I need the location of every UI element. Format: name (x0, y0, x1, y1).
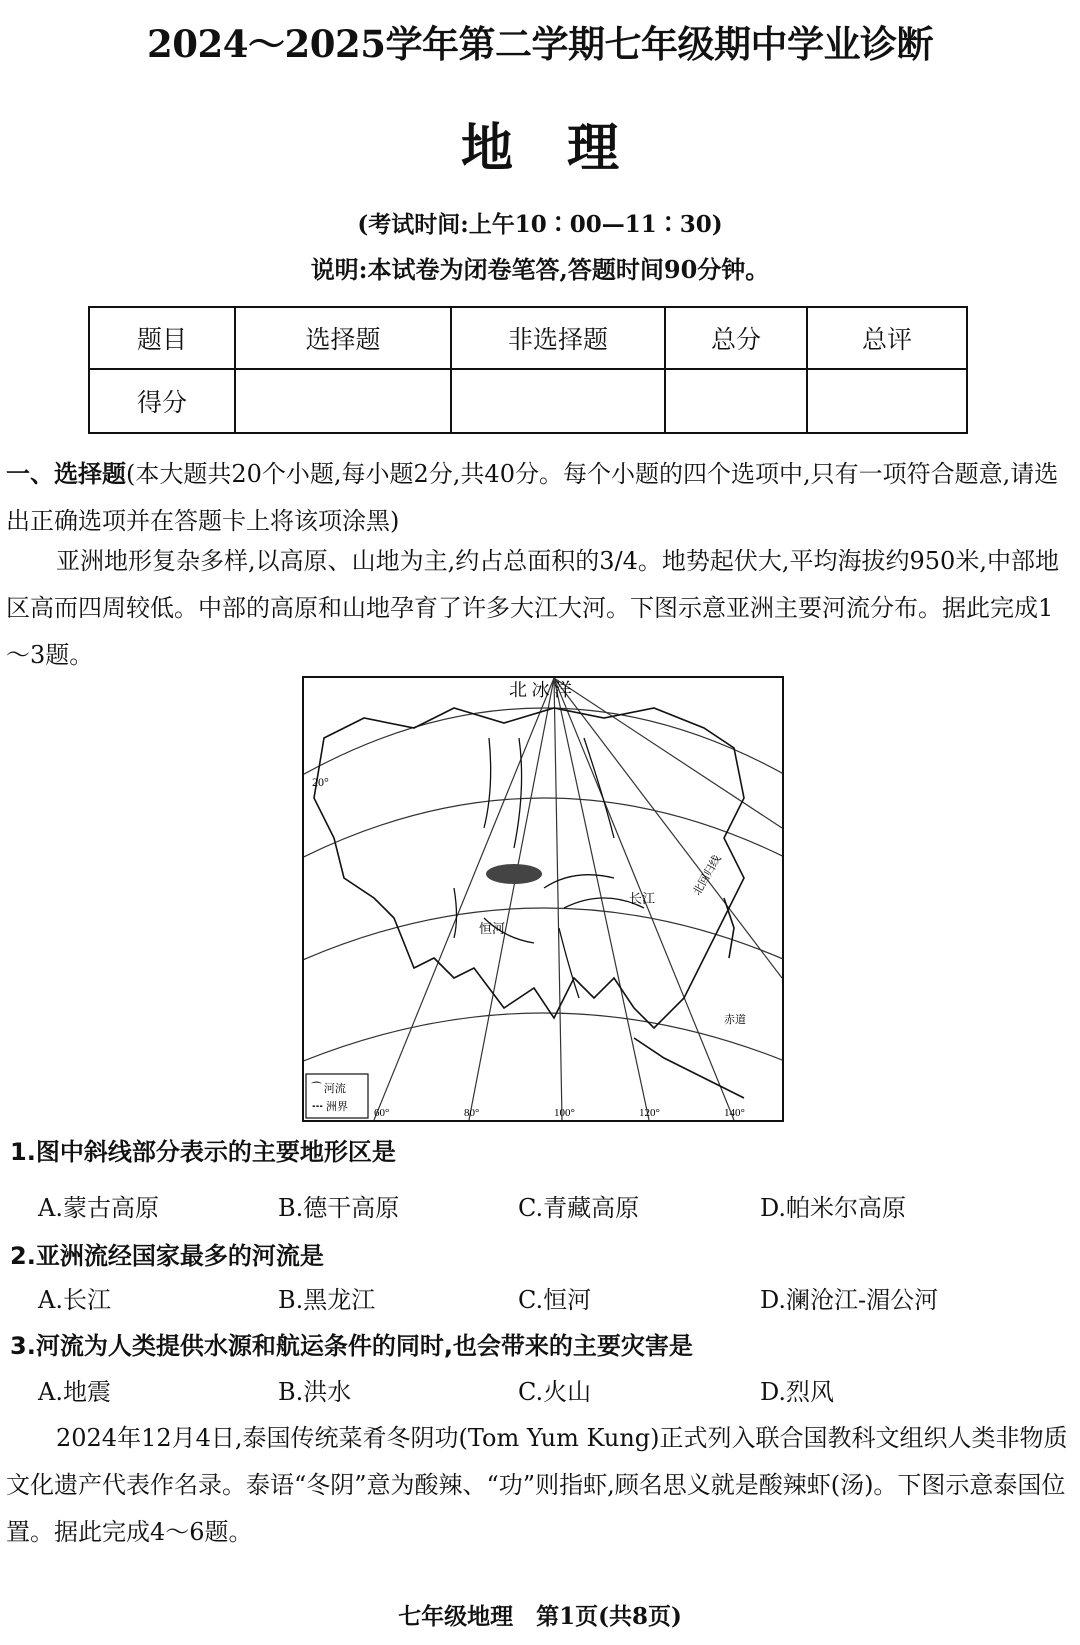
score-header-nonchoice: 非选择题 (451, 307, 665, 369)
meridian-80 (469, 678, 554, 1120)
score-cell-total[interactable] (665, 369, 807, 433)
q2-option-a[interactable]: A.长江 (38, 1286, 111, 1314)
meridian-160 (554, 678, 782, 978)
question-3-stem: 3.河流为人类提供水源和航运条件的同时,也会带来的主要灾害是 (10, 1332, 693, 1360)
score-table (88, 306, 968, 434)
subject-title: 地理 (460, 118, 673, 179)
river-1 (484, 738, 491, 828)
asia-river-map (302, 676, 784, 1122)
exam-title: 2024～2025学年第二学期七年级期中学业诊断 (147, 22, 933, 66)
score-header-review: 总评 (807, 307, 967, 369)
q3-option-a[interactable]: A.地震 (38, 1378, 111, 1406)
river-7 (454, 888, 457, 938)
lon-label-100: 100° (554, 1107, 575, 1119)
island-arc-1 (634, 1038, 744, 1098)
passage1: 亚洲地形复杂多样,以高原、山地为主,约占总面积的3/4。地势起伏大,平均海拔约950米,中部地区高而四周较低。中部的高原和山地孕育了许多大江大河。下图示意亚洲主要河流分布。据此完成1～3题。 (6, 547, 1059, 669)
lat-label-20: 20° (312, 775, 329, 789)
question-1-stem: 1.图中斜线部分表示的主要地形区是 (10, 1138, 396, 1166)
section1-title: 一、选择题 (6, 459, 126, 488)
score-cell-nonchoice[interactable] (451, 369, 665, 433)
legend-river: ⁀ 河流 (312, 1083, 346, 1095)
section1-header (6, 450, 1074, 545)
lon-label-140: 140° (724, 1107, 745, 1119)
q3-option-c[interactable]: C.火山 (518, 1378, 592, 1406)
exam-time: (考试时间:上午10∶00—11∶30) (357, 211, 723, 238)
q2-option-b[interactable]: B.黑龙江 (278, 1286, 376, 1314)
latitude-arc-1 (304, 708, 782, 798)
equator-label: 赤道 (724, 1014, 746, 1026)
ocean-label: 北 冰 洋 (509, 680, 572, 700)
river-2 (514, 738, 522, 848)
score-header-choice: 选择题 (235, 307, 451, 369)
q1-option-c[interactable]: C.青藏高原 (518, 1194, 640, 1222)
meridian-180 (554, 678, 782, 828)
score-header-item: 题目 (89, 307, 235, 369)
q3-option-b[interactable]: B.洪水 (278, 1378, 352, 1406)
map-svg (304, 678, 782, 1120)
map-legend (306, 1074, 368, 1118)
section1-desc: (本大题共20个小题,每小题2分,共40分。每个小题的四个选项中,只有一项符合题意,请选出正确选项并在答题卡上将该项涂黑) (6, 460, 1059, 535)
river-label-ganges: 恒河 (479, 921, 506, 936)
passage2: 2024年12月4日,泰国传统菜肴冬阴功(Tom Yum Kung)正式列入联合国教科文组织人类非物质文化遗产代表作名录。泰语“冬阴”意为酸辣、“功”则指虾,顾名思义就是酸辣虾(汤)。下图示意泰国位置。据此完成4～6题。 (6, 1424, 1068, 1546)
hatched-plateau (486, 864, 542, 884)
score-cell-choice[interactable] (235, 369, 451, 433)
score-cell-review[interactable] (807, 369, 967, 433)
q3-option-d[interactable]: D.烈风 (760, 1378, 835, 1406)
q2-option-c[interactable]: C.恒河 (518, 1286, 592, 1314)
q2-option-d[interactable]: D.澜沧江-湄公河 (760, 1286, 939, 1314)
meridian-100 (554, 678, 562, 1120)
tropic-label: 北回归线 (691, 853, 724, 898)
latitude-arc-4 (304, 1013, 782, 1078)
latitude-arc-3 (304, 908, 782, 978)
q1-option-d[interactable]: D.帕米尔高原 (760, 1194, 907, 1222)
legend-boundary: ┅ 洲界 (312, 1101, 349, 1113)
q1-option-a[interactable]: A.蒙古高原 (38, 1194, 159, 1222)
score-row-label: 得分 (89, 369, 235, 433)
river-5 (544, 875, 614, 888)
river-label-yangtze: 长江 (629, 891, 656, 906)
lon-label-60: 60° (374, 1107, 390, 1119)
meridian-60 (374, 678, 554, 1120)
lon-label-120: 120° (639, 1107, 660, 1119)
page-footer: 七年级地理 第1页(共8页) (398, 1603, 682, 1630)
q1-option-b[interactable]: B.德干高原 (278, 1194, 400, 1222)
exam-note: 说明:本试卷为闭卷笔答,答题时间90分钟。 (310, 255, 770, 284)
score-header-total: 总分 (665, 307, 807, 369)
question-2-stem: 2.亚洲流经国家最多的河流是 (10, 1242, 324, 1270)
lon-label-80: 80° (464, 1107, 480, 1119)
